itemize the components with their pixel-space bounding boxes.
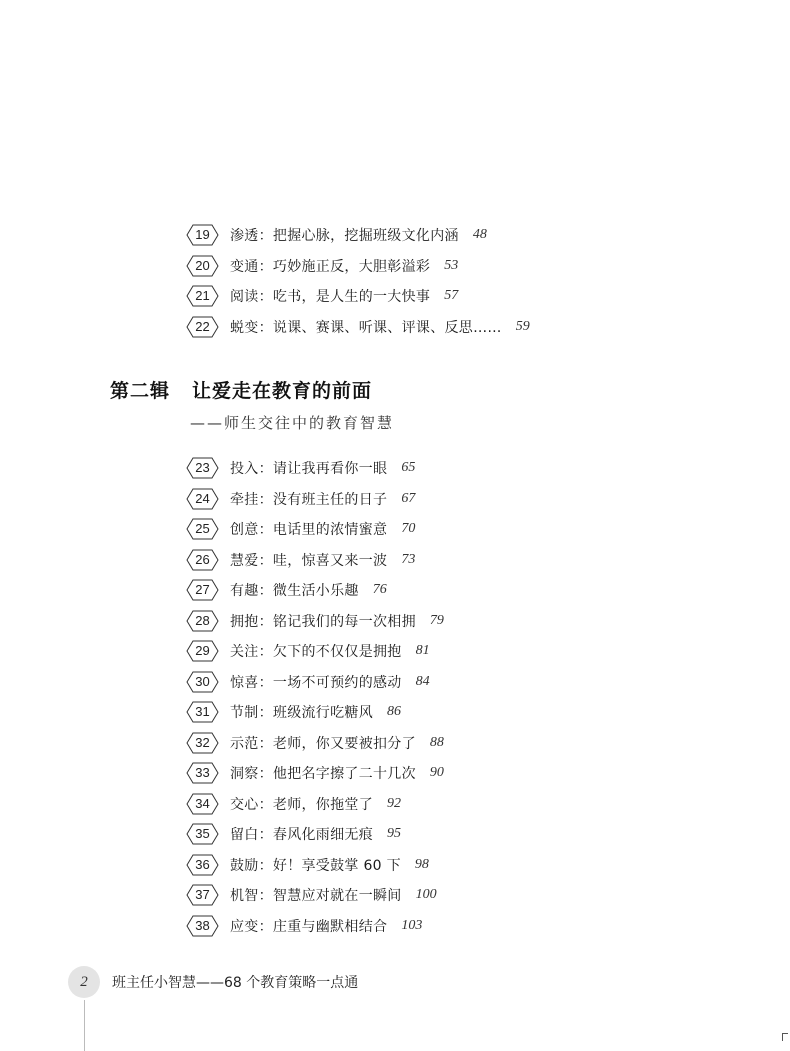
- toc-entry: [186, 517, 415, 541]
- entry-page-number: 59: [515, 318, 530, 334]
- hexagon-number-badge: [186, 701, 219, 723]
- entry-number: 27: [195, 582, 210, 597]
- entry-number: 23: [195, 460, 210, 475]
- hexagon-number-badge: [186, 732, 219, 754]
- entry-page-number: 73: [401, 551, 416, 567]
- hexagon-number-badge: [186, 671, 219, 693]
- toc-entry: [186, 315, 530, 339]
- hexagon-number-badge: [186, 793, 219, 815]
- entry-title: 留白：春风化雨细无痕: [230, 827, 373, 843]
- entry-title: 拥抱：铭记我们的每一次相拥: [230, 613, 416, 630]
- hexagon-number-badge: [186, 518, 219, 540]
- toc-entry: [186, 792, 401, 816]
- hexagon-number-badge: [186, 610, 219, 632]
- entry-page-number: 88: [429, 734, 444, 750]
- hexagon-number-badge: [186, 762, 219, 784]
- hexagon-number-badge: [186, 823, 219, 845]
- section-subtitle: ——师生交往中的教育智慧: [190, 414, 395, 432]
- hexagon-number-badge: [186, 579, 219, 601]
- entry-title: 牵挂：没有班主任的日子: [230, 491, 388, 508]
- entry-page-number: 76: [372, 582, 387, 597]
- entry-number: 32: [195, 734, 210, 750]
- entry-number: 26: [195, 551, 210, 567]
- hexagon-number-badge: [186, 854, 219, 876]
- entry-title: 有趣：微生活小乐趣: [230, 583, 359, 599]
- entry-page-number: 90: [429, 765, 444, 780]
- entry-number: 29: [195, 643, 210, 658]
- entry-page-number: 81: [415, 643, 430, 658]
- entry-number: 24: [195, 490, 210, 506]
- toc-entry: [186, 284, 458, 308]
- entry-number: 34: [195, 795, 210, 811]
- entry-title: 节制：班级流行吃糖风: [230, 705, 373, 721]
- toc-entry: [186, 254, 458, 278]
- toc-entry: [186, 578, 387, 602]
- hexagon-number-badge: [186, 457, 219, 479]
- entry-number: 21: [195, 288, 210, 303]
- entry-number: 36: [195, 856, 210, 872]
- entry-title: 阅读：吃书，是人生的一大快事: [230, 289, 431, 305]
- crop-mark: [782, 1033, 788, 1041]
- toc-entry: [186, 639, 430, 663]
- entry-title: 示范：老师，你又要被扣分了: [230, 735, 416, 752]
- entry-page-number: 95: [387, 826, 401, 841]
- entry-number: 25: [195, 521, 210, 536]
- toc-entry: [186, 456, 415, 480]
- entry-title: 应变：庄重与幽默相结合: [230, 918, 388, 935]
- hexagon-number-badge: [186, 915, 219, 937]
- entry-page-number: 48: [472, 227, 487, 242]
- entry-number: 22: [195, 318, 210, 334]
- section-label: 第二辑: [110, 380, 171, 402]
- hexagon-number-badge: [186, 316, 219, 338]
- entry-title: 洞察：他把名字擦了二十几次: [230, 766, 416, 782]
- entry-number: 31: [195, 704, 210, 719]
- hexagon-number-badge: [186, 884, 219, 906]
- toc-entry: [186, 883, 437, 907]
- toc-entry: [186, 853, 429, 877]
- entry-title: 蜕变：说课、赛课、听课、评课、反思……: [230, 319, 502, 336]
- entry-number: 33: [195, 765, 210, 780]
- entry-page-number: 86: [387, 704, 401, 719]
- entry-title: 交心：老师，你拖堂了: [230, 796, 373, 813]
- hexagon-number-badge: [186, 549, 219, 571]
- running-title: 班主任小智慧——68 个教育策略一点通: [112, 975, 359, 991]
- toc-entry: [186, 223, 487, 247]
- entry-number: 37: [195, 887, 210, 902]
- entry-title: 慧爱：哇，惊喜又来一波: [230, 552, 388, 569]
- toc-entry: [186, 609, 444, 633]
- entry-page-number: 70: [401, 521, 416, 536]
- hexagon-number-badge: [186, 224, 219, 246]
- hexagon-number-badge: [186, 285, 219, 307]
- toc-entry: [186, 731, 444, 755]
- hexagon-number-badge: [186, 255, 219, 277]
- entry-page-number: 65: [401, 460, 416, 475]
- entry-number: 30: [195, 673, 210, 689]
- page-number: 2: [68, 966, 100, 998]
- toc-entry: [186, 822, 401, 846]
- toc-entry: [186, 700, 401, 724]
- entry-title: 变通：巧妙施正反，大胆彰溢彩: [230, 258, 431, 275]
- entry-page-number: 84: [415, 673, 430, 689]
- entry-title: 投入：请让我再看你一眼: [230, 461, 388, 477]
- toc-entry: [186, 914, 422, 938]
- toc-entry: [186, 670, 430, 694]
- entry-title: 渗透：把握心脉，挖掘班级文化内涵: [230, 228, 459, 244]
- section-title: 让爱走在教育的前面: [192, 380, 373, 402]
- entry-number: 28: [195, 612, 210, 628]
- toc-entry: [186, 761, 444, 785]
- margin-rule: [84, 1000, 85, 1051]
- hexagon-number-badge: [186, 488, 219, 510]
- entry-title: 机智：智慧应对就在一瞬间: [230, 888, 402, 904]
- entry-title: 创意：电话里的浓情蜜意: [230, 522, 388, 538]
- entry-page-number: 103: [401, 917, 423, 933]
- entry-page-number: 53: [444, 257, 459, 273]
- page-footer: [68, 966, 358, 998]
- section-heading: [110, 376, 372, 403]
- entry-page-number: 79: [429, 612, 444, 628]
- entry-title: 鼓励：好！享受鼓掌 60 下: [230, 857, 401, 874]
- entry-number: 35: [195, 826, 210, 841]
- entry-title: 关注：欠下的不仅仅是拥抱: [230, 644, 402, 660]
- hexagon-number-badge: [186, 640, 219, 662]
- toc-entry: [186, 548, 415, 572]
- entry-page-number: 100: [415, 887, 437, 902]
- entry-number: 20: [195, 257, 210, 273]
- entry-number: 19: [195, 227, 210, 242]
- entry-page-number: 67: [401, 490, 416, 506]
- entry-page-number: 92: [387, 795, 401, 811]
- entry-page-number: 98: [414, 856, 429, 872]
- entry-number: 38: [195, 917, 210, 933]
- entry-title: 惊喜：一场不可预约的感动: [230, 674, 402, 691]
- entry-page-number: 57: [444, 288, 459, 303]
- toc-entry: [186, 487, 415, 511]
